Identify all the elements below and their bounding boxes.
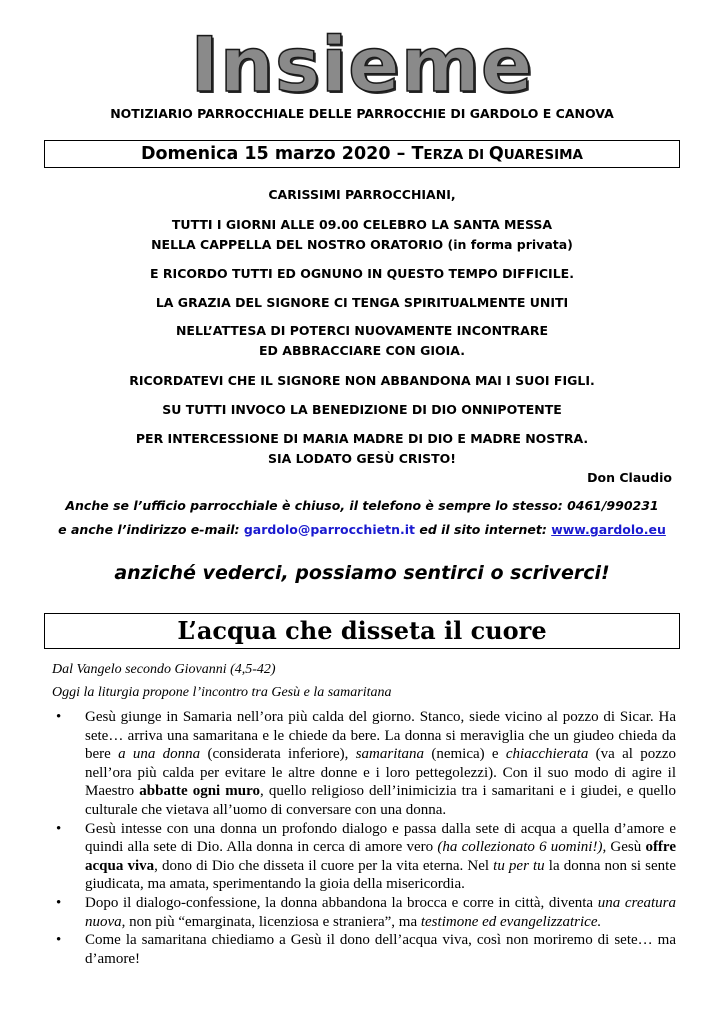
bullet-icon: • <box>56 932 62 949</box>
signature: Don Claudio <box>587 470 672 485</box>
message-line: PER INTERCESSIONE DI MARIA MADRE DI DIO E MADRE NOSTRA. <box>135 431 589 446</box>
list-item: • Dopo il dialogo-confessione, la donna abbandona la brocca e corre in città, diventa una creatura nuova, non più “emarginata, licenziosa e straniera”, ma testimone ed evangelizzatrice. <box>56 894 676 930</box>
liturgy-erza: ERZA DI <box>423 147 489 163</box>
date-text: Domenica 15 marzo 2020 – <box>140 144 412 164</box>
list-item: • Gesù intesse con una donna un profondo dialogo e passa dalla sete di acqua a quella d’amore e quindi alla sete di Dio. Alla donna in cerca di amore vero (ha collezionato 6 uomini!), Gesù offre acqua viva, dono di Dio che disseta il cuore per la vita eterna. Nel tu per tu la donna non si sente giudicata, ma amata, sperimentando la gioia della misericordia. <box>56 820 676 893</box>
masthead <box>0 20 724 109</box>
message-line: SU TUTTI INVOCO LA BENEDIZIONE DI DIO ONNIPOTENTE <box>162 402 562 417</box>
date-banner <box>44 140 680 168</box>
liturgy-q: Q <box>488 144 504 164</box>
list-item: • Gesù giunge in Samaria nell’ora più calda del giorno. Stanco, siede vicino al pozzo di Sicar. Ha sete… arriva una samaritana e le chiede da bere. La donna si meraviglia che un giudeo chieda da bere a una donna (considerata inferiore), samaritana (nemica) e chiacchierata (va al pozzo nell’ora più calda per evitare le altre donne e i loro pettegolezzi). Con il suo modo di agire il Maestro abbatte ogni muro, quello religioso dell’inimicizia tra i samaritani e i giudei, e quello culturale che vietava all’uomo di conversare con una donna. <box>56 709 677 818</box>
message-line: SIA LODATO GESÙ CRISTO! <box>267 451 457 466</box>
email-link[interactable]: gardolo@parrocchietn.it <box>243 522 415 537</box>
contact-phone: Anche se l’ufficio parrocchiale è chiuso, il telefono è sempre lo stesso: 0461/990231 <box>65 498 659 513</box>
motto: anziché vederci, possiamo sentirci o scriverci! <box>114 562 610 584</box>
liturgy-uaresima: UARESIMA <box>503 147 583 163</box>
message-line: LA GRAZIA DEL SIGNORE CI TENGA SPIRITUALMENTE UNITI <box>155 295 569 310</box>
message-line: TUTTI I GIORNI ALLE 09.00 CELEBRO LA SANTA MESSA <box>171 217 553 232</box>
newsletter-subtitle: NOTIZIARIO PARROCCHIALE DELLE PARROCCHIE DI GARDOLO E CANOVA <box>110 106 614 121</box>
message-greeting: CARISSIMI PARROCCHIANI, <box>268 187 456 202</box>
article-title: L’acqua che disseta il cuore <box>44 613 680 649</box>
contact-text: e anche l’indirizzo e-mail: <box>58 522 244 537</box>
message-line: NELLA CAPPELLA DEL NOSTRO ORATORIO (in forma privata) <box>151 237 573 252</box>
bullet-icon: • <box>56 709 62 725</box>
contact-links <box>0 522 724 537</box>
gospel-reference: Dal Vangelo secondo Giovanni (4,5-42) <box>52 662 276 677</box>
article-intro: Oggi la liturgia propone l’incontro tra Gesù e la samaritana <box>52 685 392 700</box>
article-bullet-list <box>52 708 676 968</box>
website-link[interactable]: www.gardolo.eu <box>551 522 666 537</box>
message-line: NELL’ATTESA DI POTERCI NUOVAMENTE INCONTRARE <box>175 323 549 338</box>
message-line: ED ABBRACCIARE CON GIOIA. <box>259 343 465 358</box>
list-item: • Come la samaritana chiediamo a Gesù il dono dell’acqua viva, così non moriremo di sete… ma d’amore! <box>56 932 676 967</box>
liturgy-t: T <box>411 144 424 164</box>
message-line: E RICORDO TUTTI ED OGNUNO IN QUESTO TEMPO DIFFICILE. <box>150 266 574 281</box>
contact-text: ed il sito internet: <box>414 522 552 537</box>
bullet-icon: • <box>56 820 62 837</box>
bullet-icon: • <box>56 894 62 911</box>
message-line: RICORDATEVI CHE IL SIGNORE NON ABBANDONA MAI I SUOI FIGLI. <box>129 373 595 388</box>
newsletter-logo: Insieme <box>190 20 534 109</box>
